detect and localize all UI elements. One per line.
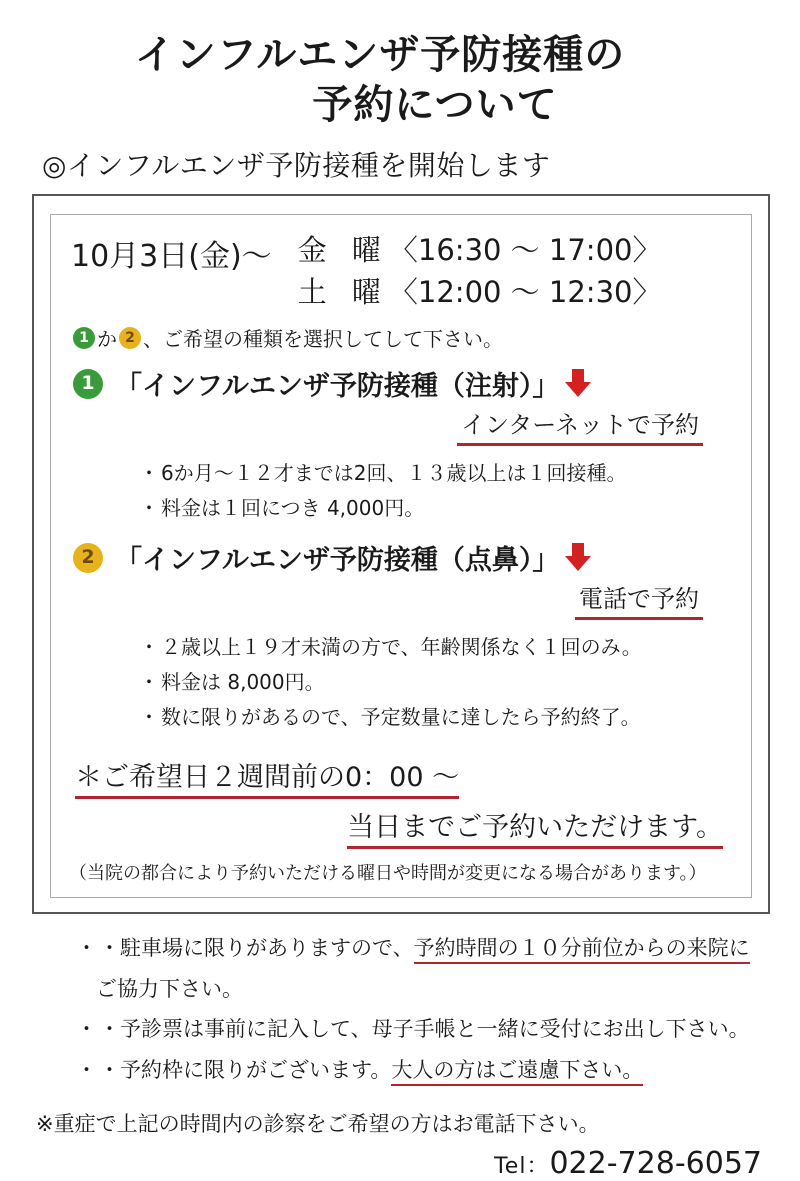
- schedule-day-saturday: 土 曜: [297, 275, 389, 310]
- telephone-line: [0, 1146, 762, 1181]
- list-item: ・ ２歳以上１９才未満の方で、年齢関係なく１回のみ。: [139, 630, 737, 665]
- reservation-window-note: [65, 755, 737, 849]
- telephone-number: 022-728-6057: [549, 1146, 762, 1181]
- lead-text: ◎インフルエンザ予防接種を開始します: [42, 149, 551, 182]
- footer-note-3-pre: ・予診票は事前に記入して、母子手帳と一緒に受付にお出し下さい。: [99, 1017, 750, 1042]
- reservation-disclaimer: （当院の都合により予約いただける曜日や時間が変更になる場合があります。）: [69, 863, 707, 885]
- main-content-box: [32, 194, 770, 914]
- schedule-start-date: 10月3日(金)〜: [71, 239, 272, 274]
- down-arrow-icon: [565, 543, 591, 573]
- schedule-time-saturday: 〈12:00 〜 12:30〉: [388, 275, 662, 310]
- badge-one-small: 1: [73, 327, 95, 349]
- severe-case-note: ※重症で上記の時間内の診察をご希望の方はお電話下さい。: [36, 1112, 600, 1137]
- down-arrow-icon: [565, 369, 591, 399]
- footer-note-4-pre: ・予約枠に限りがございます。: [99, 1057, 392, 1082]
- option-two-howto: [65, 579, 703, 620]
- option-two-howto-text: 電話で予約: [575, 579, 703, 620]
- option-two-title: 「インフルエンザ予防接種（点鼻）」: [115, 545, 560, 577]
- choose-conjunction: か: [97, 327, 117, 352]
- reservation-window-line-1: ＊ご希望日２週間前の0：00 〜: [75, 755, 459, 799]
- schedule-block: [65, 229, 737, 313]
- schedule-day-friday: 金 曜: [297, 233, 389, 267]
- option-one-heading: [71, 364, 737, 403]
- badge-one-large: 1: [73, 369, 103, 399]
- option-two-bullets: [99, 630, 737, 735]
- badge-two-large: 2: [73, 543, 103, 573]
- main-content-box-inner: [50, 214, 752, 898]
- footer-note-4-underline: 大人の方はご遠慮下さい。: [391, 1058, 643, 1086]
- schedule-times: [298, 229, 662, 313]
- list-item: [76, 973, 800, 1006]
- footer-notes: [36, 932, 800, 1086]
- option-one-title: 「インフルエンザ予防接種（注射）」: [115, 371, 560, 403]
- choose-instruction-text: 、ご希望の種類を選択してして下さい。: [143, 327, 503, 352]
- option-one-bullets: [99, 456, 737, 526]
- reservation-window-line-2: 当日までご予約いただけます。: [347, 805, 723, 849]
- footer-note-1-pre: ・駐車場に限りがありますので、: [99, 936, 414, 961]
- option-two-heading: [71, 538, 737, 577]
- choose-instruction: [71, 323, 737, 352]
- option-one-howto-text: インターネットで予約: [457, 405, 703, 446]
- badge-two-small: 2: [119, 327, 141, 349]
- page-title: [0, 0, 800, 130]
- schedule-time-friday: 〈16:30 〜 17:00〉: [388, 233, 662, 267]
- footer-note-1-underline: 予約時間の１０分前位からの来院に: [414, 936, 750, 964]
- list-item: [76, 1013, 800, 1046]
- title-line-1: インフルエンザ予防接種の: [134, 32, 626, 78]
- telephone-label: Tel：: [494, 1154, 550, 1180]
- schedule-row: [298, 229, 662, 271]
- title-line-2: 予約について: [312, 82, 558, 128]
- list-item: ・ 料金は１回につき 4,000円。: [139, 491, 737, 526]
- list-item: [76, 932, 800, 965]
- schedule-row: [298, 271, 662, 313]
- footer-note-2-post: ご協力下さい。: [96, 976, 243, 1001]
- list-item: ・ 数に限りがあるので、予定数量に達したら予約終了。: [139, 700, 737, 735]
- list-item: ・ 料金は 8,000円。: [139, 665, 737, 700]
- option-one-howto: [65, 405, 703, 446]
- list-item: ・ 6か月〜１２才までは2回、１３歳以上は１回接種。: [139, 456, 737, 491]
- list-item: [76, 1054, 800, 1087]
